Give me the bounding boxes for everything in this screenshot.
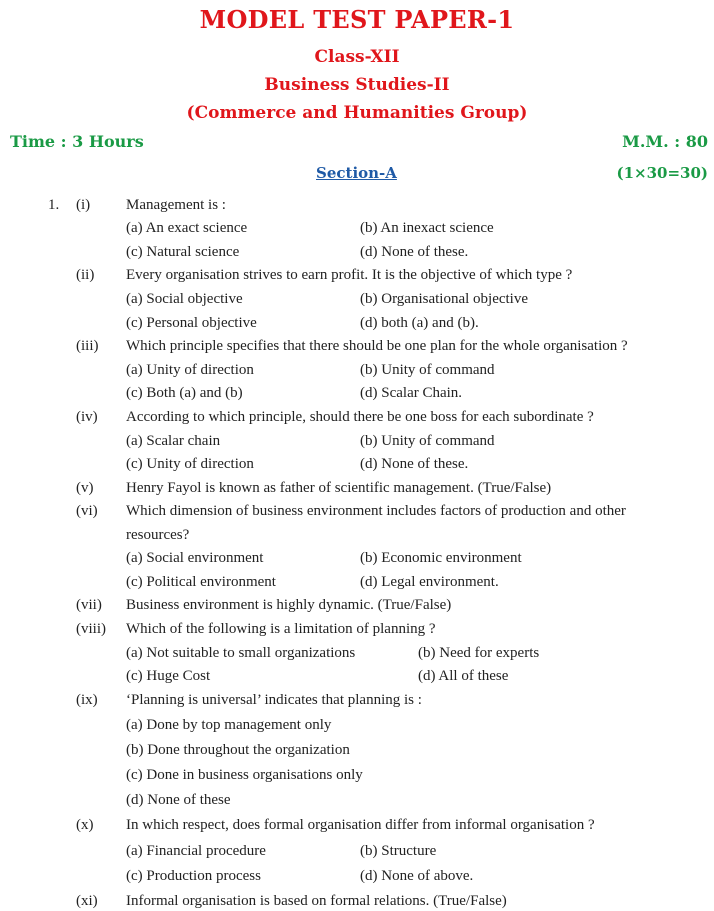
option-text: (d) Scalar Chain.	[360, 385, 463, 401]
option-text: (c) Unity of direction	[126, 456, 254, 472]
option-text: (d) Legal environment.	[360, 574, 499, 590]
part-number: (x)	[76, 817, 94, 833]
option-text: (c) Political environment	[126, 574, 276, 590]
class-label: Class-XII	[314, 47, 400, 67]
subject-label: Business Studies-II	[264, 75, 450, 95]
option-text: (d) None of these.	[360, 244, 469, 260]
part-number: (i)	[76, 197, 91, 213]
option-text: (d) None of these	[126, 792, 231, 808]
option-text: (b) Organisational objective	[360, 291, 529, 307]
part-number: (iii)	[76, 338, 99, 354]
part-number: (v)	[76, 480, 94, 496]
part-number: (xi)	[76, 893, 98, 909]
part-question: Informal organisation is based on formal relations. (True/False)	[126, 893, 507, 909]
part-number: (vi)	[76, 503, 98, 519]
paper-title: MODEL TEST PAPER-1	[199, 5, 515, 34]
part-question-continued: resources?	[126, 527, 190, 543]
part-question: According to which principle, should there be one boss for each subordinate ?	[126, 409, 594, 425]
option-text: (c) Huge Cost	[126, 668, 211, 684]
part-number: (viii)	[76, 621, 106, 637]
question-number: 1.	[48, 197, 60, 213]
part-question: Management is :	[126, 197, 226, 213]
option-text: (c) Production process	[126, 868, 261, 884]
option-text: (a) Financial procedure	[126, 843, 266, 859]
part-question: Every organisation strives to earn profit. It is the objective of which type ?	[126, 267, 573, 283]
option-text: (b) Unity of command	[360, 362, 495, 378]
option-text: (a) Social environment	[126, 550, 264, 566]
option-text: (a) Social objective	[126, 291, 243, 307]
option-text: (d) both (a) and (b).	[360, 315, 479, 331]
option-text: (a) An exact science	[126, 220, 248, 236]
option-text: (d) None of above.	[360, 868, 474, 884]
option-text: (c) Personal objective	[126, 315, 257, 331]
part-question: Henry Fayol is known as father of scientific management. (True/False)	[126, 480, 552, 496]
part-number: (vii)	[76, 597, 102, 613]
part-question: In which respect, does formal organisation differ from informal organisation ?	[126, 817, 595, 833]
time-label: Time : 3 Hours	[10, 132, 144, 151]
option-text: (b) Structure	[360, 843, 437, 859]
part-number: (ix)	[76, 692, 98, 708]
option-text: (c) Natural science	[126, 244, 240, 260]
part-question: Which of the following is a limitation of planning ?	[126, 621, 436, 637]
option-text: (a) Not suitable to small organizations	[126, 645, 356, 661]
option-text: (a) Scalar chain	[126, 433, 221, 449]
part-question: ‘Planning is universal’ indicates that planning is :	[126, 692, 422, 708]
option-text: (b) Unity of command	[360, 433, 495, 449]
option-text: (b) Economic environment	[360, 550, 522, 566]
part-question: Business environment is highly dynamic. (True/False)	[126, 597, 452, 613]
part-number: (iv)	[76, 409, 98, 425]
option-text: (d) None of these.	[360, 456, 469, 472]
option-text: (b) An inexact science	[360, 220, 494, 236]
part-number: (ii)	[76, 267, 95, 283]
option-text: (b) Done throughout the organization	[126, 742, 350, 758]
section-marks: (1×30=30)	[616, 164, 708, 182]
section-title: Section-A	[316, 164, 397, 182]
option-text: (a) Unity of direction	[126, 362, 254, 378]
group-label: (Commerce and Humanities Group)	[186, 103, 528, 123]
option-text: (a) Done by top management only	[126, 717, 332, 733]
part-question: Which principle specifies that there should be one plan for the whole organisation ?	[126, 338, 628, 354]
option-text: (c) Done in business organisations only	[126, 767, 363, 783]
part-question: Which dimension of business environment includes factors of production and other	[126, 503, 626, 519]
option-text: (d) All of these	[418, 668, 509, 684]
max-marks-label: M.M. : 80	[622, 132, 708, 151]
option-text: (c) Both (a) and (b)	[126, 385, 243, 401]
option-text: (b) Need for experts	[418, 645, 540, 661]
